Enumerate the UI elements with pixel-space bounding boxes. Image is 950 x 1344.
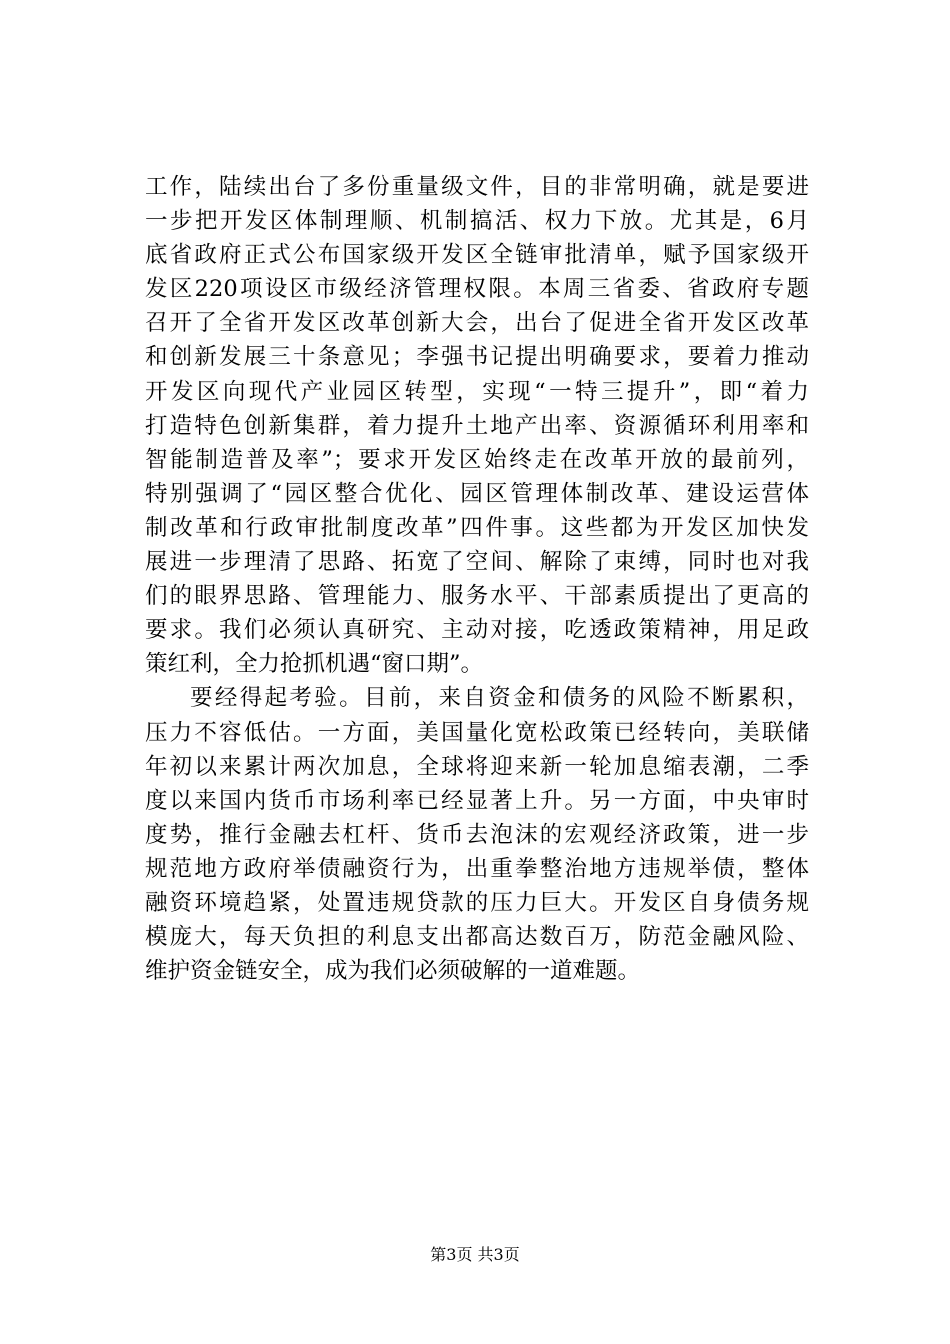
text-line: 策红利，全力抢抓机遇“窗口期”。	[145, 651, 484, 678]
text-line: 融资环境趋紧，处置违规贷款的压力巨大。开发区自身债务规	[145, 889, 809, 916]
text-line: 打造特色创新集群，着力提升土地产出率、资源循环利用率和	[145, 412, 809, 439]
text-line: 召开了全省开发区改革创新大会，出台了促进全省开发区改革	[145, 310, 809, 337]
text-line: 工作，陆续出台了多份重量级文件，目的非常明确，就是要进	[145, 174, 809, 200]
text-line: 要经得起考验。目前，来自资金和债务的风险不断累积，	[190, 685, 809, 712]
text-line: 展进一步理清了思路、拓宽了空间、解除了束缚，同时也对我	[145, 549, 809, 576]
text-line: 底省政府正式公布国家级开发区全链审批清单，赋予国家级开	[145, 242, 809, 269]
text-line: 年初以来累计两次加息，全球将迎来新一轮加息缩表潮，二季	[145, 753, 809, 780]
text-line: 发区220项设区市级经济管理权限。本周三省委、省政府专题	[145, 276, 809, 303]
text-line: 们的眼界思路、管理能力、服务水平、干部素质提出了更高的	[145, 583, 809, 610]
text-line: 一步把开发区体制理顺、机制搞活、权力下放。尤其是，6月	[145, 208, 809, 235]
page-number-footer: 第3页 共3页	[430, 1245, 520, 1264]
text-line: 度以来国内货币市场利率已经显著上升。另一方面，中央审时	[145, 787, 809, 814]
text-line: 智能制造普及率”；要求开发区始终走在改革开放的最前列，	[145, 446, 809, 473]
text-line: 要求。我们必须认真研究、主动对接，吃透政策精神，用足政	[145, 617, 809, 644]
text-line: 和创新发展三十条意见；李强书记提出明确要求，要着力推动	[145, 344, 809, 371]
text-line: 度势，推行金融去杠杆、货币去泡沫的宏观经济政策，进一步	[145, 821, 809, 848]
text-line: 规范地方政府举债融资行为，出重拳整治地方违规举债，整体	[145, 855, 809, 882]
document-body	[145, 170, 809, 988]
text-line: 模庞大，每天负担的利息支出都高达数百万，防范金融风险、	[145, 924, 809, 951]
paragraph-1	[145, 170, 809, 681]
text-line: 压力不容低估。一方面，美国量化宽松政策已经转向，美联储	[145, 719, 809, 746]
text-line: 特别强调了“园区整合优化、园区管理体制改革、建设运营体	[145, 480, 809, 507]
text-line: 维护资金链安全，成为我们必须破解的一道难题。	[145, 958, 641, 985]
text-line: 开发区向现代产业园区转型，实现“一特三提升”，即“着力	[145, 378, 809, 405]
paragraph-2	[145, 681, 809, 988]
text-line: 制改革和行政审批制度改革”四件事。这些都为开发区加快发	[145, 514, 809, 541]
